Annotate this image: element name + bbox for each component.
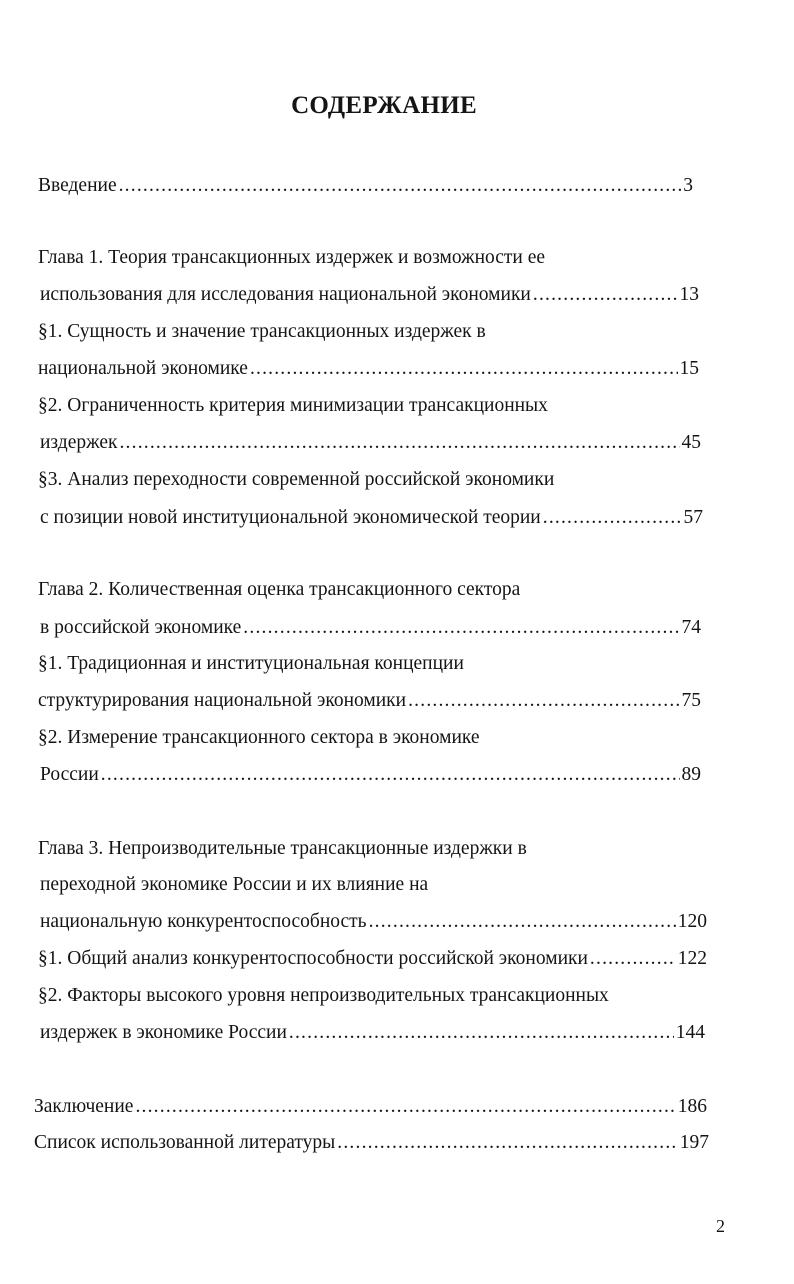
toc-page-number: 74: [681, 617, 701, 638]
toc-section-3-1: [38, 947, 707, 971]
toc-leader-dots: [369, 910, 676, 934]
toc-chapter-1-line-1: Глава 1. Теория трансакционных издержек и возможности ее: [38, 247, 546, 268]
toc-entry-text: издержек: [40, 432, 118, 453]
toc-chapter-3-line-1: Глава 3. Непроизводительные трансакционные издержки в: [38, 838, 527, 859]
toc-section-2-1-line-1: §1. Традиционная и институциональная концепции: [38, 653, 464, 674]
toc-chapter-3-line-2: переходной экономике России и их влияние на: [40, 874, 429, 895]
toc-entry-text: структурирования национальной экономики: [38, 690, 407, 711]
toc-entry-text: в российской экономике: [40, 617, 242, 638]
toc-leader-dots: [337, 1131, 677, 1155]
toc-page-number: 186: [677, 1096, 707, 1117]
toc-entry-text: использования для исследования национальной экономики: [40, 284, 531, 305]
toc-section-1-3: [40, 506, 703, 530]
toc-leader-dots: [119, 431, 679, 455]
toc-entry-text: издержек в экономике России: [40, 1022, 287, 1043]
toc-section-1-3-line-1: §3. Анализ переходности современной российской экономики: [38, 469, 555, 490]
toc-leader-dots: [243, 616, 679, 640]
toc-chapter-2: [40, 616, 701, 640]
toc-page-number: 75: [681, 690, 701, 711]
page-title: СОДЕРЖАНИЕ: [291, 92, 477, 119]
toc-page-number: 197: [679, 1132, 709, 1153]
toc-entry-conclusion: [34, 1095, 707, 1119]
toc-entry-text: национальную конкурентоспособность: [40, 911, 367, 932]
toc-leader-dots: [408, 689, 679, 713]
toc-entry-text: национальной экономике: [38, 358, 248, 379]
toc-page-number: 13: [679, 284, 699, 305]
toc-section-1-2-line-1: §2. Ограниченность критерия минимизации трансакционных: [38, 395, 548, 416]
toc-page-number: 45: [681, 432, 701, 453]
toc-entry-text: §1. Общий анализ конкурентоспособности российской экономики: [38, 948, 588, 969]
toc-page-number: 120: [677, 911, 707, 932]
toc-section-3-2-line-1: §2. Факторы высокого уровня непроизводительных трансакционных: [38, 985, 609, 1006]
toc-section-2-2-line-1: §2. Измерение трансакционного сектора в экономике: [38, 727, 480, 748]
toc-entry-bibliography: [34, 1131, 709, 1155]
toc-leader-dots: [543, 506, 682, 530]
toc-page-number: 122: [677, 948, 707, 969]
page-number: 2: [716, 1216, 725, 1236]
toc-section-2-2: [40, 763, 701, 787]
toc-leader-dots: [101, 763, 680, 787]
toc-entry-text: Список использованной литературы: [34, 1132, 336, 1153]
toc-page-number: 15: [679, 358, 699, 379]
toc-leader-dots: [590, 947, 676, 971]
toc-entry-text: с позиции новой институциональной экономической теории: [40, 507, 541, 528]
toc-leader-dots: [119, 174, 682, 198]
toc-chapter-1: [40, 283, 699, 307]
toc-chapter-2-line-1: Глава 2. Количественная оценка трансакционного сектора: [38, 579, 521, 600]
toc-leader-dots: [135, 1095, 675, 1119]
toc-leader-dots: [533, 283, 678, 307]
toc-entry-intro: [38, 174, 693, 198]
toc-page-number: 144: [675, 1022, 705, 1043]
toc-entry-text: Введение: [38, 175, 117, 196]
toc-page-number: 57: [683, 507, 703, 528]
toc-leader-dots: [289, 1021, 674, 1045]
toc-leader-dots: [250, 357, 678, 381]
toc-entry-text: России: [40, 764, 99, 785]
toc-section-1-1-line-1: §1. Сущность и значение трансакционных издержек в: [38, 321, 486, 342]
toc-page-number: 89: [681, 764, 701, 785]
toc-section-1-2: [40, 431, 701, 455]
toc-page-number: 3: [683, 175, 693, 196]
toc-section-2-1: [38, 689, 701, 713]
toc-chapter-3: [40, 910, 707, 934]
toc-section-3-2: [40, 1021, 705, 1045]
toc-entry-text: Заключение: [34, 1096, 134, 1117]
toc-section-1-1: [38, 357, 699, 381]
